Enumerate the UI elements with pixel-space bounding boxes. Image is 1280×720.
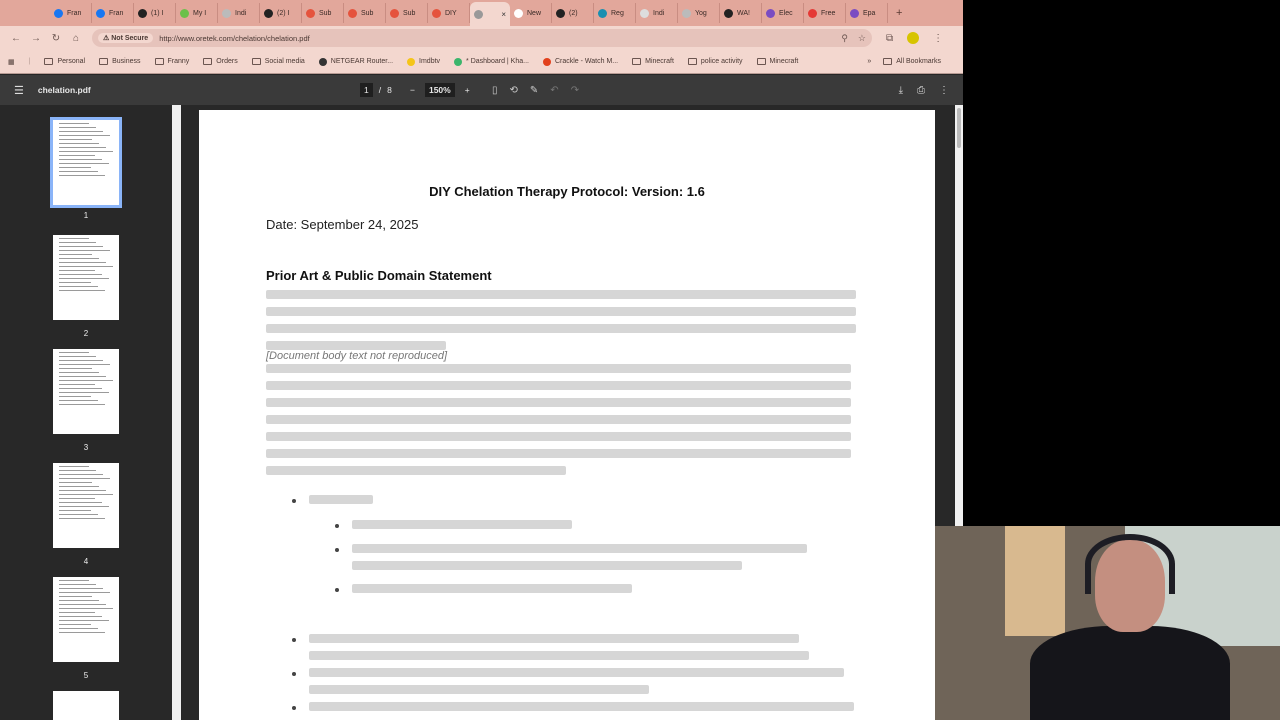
browser-tab[interactable] [50,3,92,23]
thumbnail-line [59,242,96,243]
tab-favicon-icon [138,9,147,18]
thumbnail-line [59,131,103,132]
tab-label: DIY [445,9,457,17]
tab-label: Indi [653,9,665,17]
tab-active[interactable] [470,2,510,26]
thumbnail-line [59,592,110,593]
thumbnail-line [59,396,91,397]
thumbnail-line [59,352,89,353]
browser-tab[interactable] [218,3,260,23]
thumbnail-page-number: 1 [83,211,89,220]
tab-label: My I [193,9,207,17]
browser-tab[interactable] [510,3,552,23]
thumbnail-line [59,360,103,361]
folder-icon [155,58,164,65]
redacted-text-line [309,495,373,504]
thumbnail-line [59,356,96,357]
redacted-text-line [352,520,572,529]
redacted-text-line [266,432,851,441]
tab-favicon-icon [808,9,817,18]
thumbnail-line [59,238,89,239]
thumbnail-line [59,278,109,279]
browser-tab[interactable] [428,3,470,23]
section-heading: Prior Art & Public Domain Statement [266,268,492,283]
browser-tab[interactable] [344,3,386,23]
new-tab-button[interactable]: + [896,7,903,19]
bookmark-item[interactable] [757,58,799,65]
bookmarks-right [867,58,955,65]
site-favicon-icon [319,58,327,66]
bookmark-label: Minecraft [645,58,674,65]
print-icon[interactable]: ⎙ [917,84,925,96]
thumbnail-line [59,392,109,393]
pdf-page [199,110,935,720]
browser-tab[interactable] [720,3,762,23]
zoom-in-button[interactable]: + [464,85,470,95]
address-bar[interactable] [92,29,872,47]
browser-tab[interactable] [92,3,134,23]
bookmark-item[interactable] [688,58,743,65]
thumbnail-line [59,143,99,144]
folder-icon [203,58,212,65]
bookmarks-overflow-button[interactable]: » [867,58,872,65]
tab-strip [0,0,963,26]
redacted-text-line [309,702,854,711]
document-viewport [182,105,954,720]
thumbnail-line [59,400,98,401]
bookmark-item[interactable] [44,58,85,65]
thumbnail-line [59,514,98,515]
browser-tab[interactable] [552,3,594,23]
thumbnail-line [59,584,96,585]
current-page-input[interactable]: 1 [360,83,373,97]
tab-favicon-icon [432,9,441,18]
tab-label: (2) [569,9,578,17]
tab-favicon-icon [640,9,649,18]
list-bullet [292,638,296,642]
thumbnail-line [59,127,96,128]
thumbnail-line [59,632,105,633]
page-thumbnail[interactable] [53,349,119,434]
tab-label: Sub [361,9,374,17]
redo-icon[interactable]: ↷ [570,84,580,96]
thumbnail-line [59,628,98,629]
redacted-text-line [266,449,851,458]
thumbnail-sidebar [0,105,172,720]
thumbnail-line [59,620,109,621]
thumbnail-line [59,376,106,377]
webcam-overlay [935,526,1280,720]
tab-label: WA! [737,9,750,17]
bookmark-label: Minecraft [769,58,799,65]
bookmark-item[interactable] [454,58,529,66]
thumbnail-line [59,502,102,503]
thumbnail-line [59,624,91,625]
site-favicon-icon [543,58,551,66]
thumbnail-line [59,372,99,373]
thumbnail-line [59,510,91,511]
bookmark-divider: | [28,58,31,65]
tab-favicon-icon [556,9,565,18]
bookmark-item[interactable] [252,58,305,65]
thumbnail-line [59,167,91,168]
bookmark-label: NETGEAR Router... [330,58,394,65]
bookmark-item[interactable] [543,58,618,66]
tab-label: Epa [863,9,876,17]
bookmark-label: Business [112,58,141,65]
tab-label: Sub [403,9,416,17]
close-tab-icon[interactable]: × [501,9,506,19]
thumbnail-line [59,175,105,176]
thumbnail-line [59,282,91,283]
rotate-icon[interactable]: ⟲ [509,84,518,96]
thumbnail-line [59,151,113,152]
thumbnail-line [59,486,99,487]
webcam-background-door [1005,526,1065,636]
bookmark-item[interactable] [203,58,237,65]
thumbnail-line [59,163,109,164]
browser-tab[interactable] [846,3,888,23]
list-bullet [292,672,296,676]
thumbnail-line [59,474,103,475]
page-thumbnail[interactable] [53,691,119,720]
bookmark-label: Social media [264,58,305,65]
thumbnail-line [59,274,102,275]
thumbnail-line [59,470,96,471]
thumbnail-line [59,286,98,287]
pdf-filename: chelation.pdf [37,85,91,95]
home-button[interactable]: ⌂ [72,32,80,44]
redacted-text-line [266,341,446,350]
tab-label: New [527,9,542,17]
thumbnail-line [59,254,92,255]
tab-label: Elec [779,9,793,17]
tab-favicon-icon [306,9,315,18]
pdf-toolbar [0,75,963,105]
list-bullet [292,499,296,503]
redacted-text-line [266,466,566,475]
thumbnail-line [59,246,103,247]
list-bullet [335,548,339,552]
forward-button[interactable]: → [31,32,41,44]
thumbnail-line [59,262,106,263]
browser-tab[interactable] [134,3,176,23]
tab-favicon-icon [766,9,775,18]
tab-favicon-icon [96,9,105,18]
bookmark-label: * Dashboard | Kha... [466,58,529,65]
site-favicon-icon [407,58,415,66]
thumbnail-page-number: 4 [83,557,89,566]
pdf-tools [492,85,579,96]
hamburger-menu-icon[interactable]: ☰ [14,84,24,97]
redacted-text-line [309,685,649,694]
undo-icon[interactable]: ↶ [550,84,559,96]
annotate-icon[interactable]: ✎ [529,84,539,96]
browser-tab[interactable] [636,3,678,23]
thumbnail-page-number: 5 [83,671,89,680]
thumbnail-line [59,266,113,267]
tab-favicon-icon [850,9,859,18]
bookmark-item[interactable] [407,58,440,66]
sidebar-scrollbar[interactable] [172,105,181,720]
thumbnail-line [59,490,106,491]
folder-icon [632,58,641,65]
page-thumbnail[interactable] [53,463,119,548]
page-thumbnail[interactable] [53,235,119,320]
bookmark-label: Crackle - Watch M... [554,58,619,65]
thumbnail-line [59,404,105,405]
redacted-text-line [309,634,799,643]
tab-favicon-icon [724,9,733,18]
page-thumbnail[interactable] [50,117,122,208]
redacted-text-line [266,364,851,373]
thumbnail-line [59,250,110,251]
scrollbar-thumb[interactable] [957,108,961,148]
thumbnail-line [59,384,95,385]
document-date: Date: September 24, 2025 [266,217,419,232]
thumbnail-line [59,580,89,581]
star-icon[interactable]: ☆ [857,32,866,43]
thumbnail-line [59,478,110,479]
headphones-icon [1085,534,1175,594]
thumbnail-page-number: 2 [83,329,89,338]
thumbnail-line [59,388,102,389]
thumbnail-line [59,608,113,609]
profile-avatar[interactable] [907,32,919,44]
list-bullet [335,524,339,528]
redacted-text-line [309,668,844,677]
thumbnail-line [59,290,105,291]
thumbnail-line [59,270,95,271]
bookmark-label: police activity [700,58,743,65]
browser-tab[interactable] [260,3,302,23]
redacted-text-line [352,584,632,593]
thumbnail-line [59,600,99,601]
zoom-out-button[interactable]: − [410,85,415,95]
thumbnail-line [59,518,105,519]
redacted-text-line [266,324,856,333]
thumbnail-line [59,171,98,172]
browser-toolbar [0,26,963,50]
tab-favicon-icon [180,9,189,18]
thumbnail-line [59,616,102,617]
url-text[interactable]: http://www.oretek.com/chelation/chelation.pdf [159,33,310,43]
thumbnail-line [59,368,92,369]
redacted-text-line [266,398,851,407]
browser-tab[interactable] [678,3,720,23]
redacted-text-line [352,544,807,553]
list-bullet [335,588,339,592]
thumbnail-line [59,498,95,499]
all-bookmarks-label: All Bookmarks [896,58,941,65]
tab-favicon-icon [598,9,607,18]
tab-label: Fran [67,9,82,17]
redacted-text-line [266,415,851,424]
browser-tab[interactable] [386,3,428,23]
tab-label: Sub [319,9,332,17]
browser-tab[interactable] [302,3,344,23]
document-title: DIY Chelation Therapy Protocol: Version: 1.6 [429,184,705,199]
tab-favicon-icon [264,9,273,18]
back-button[interactable]: ← [11,32,21,44]
folder-icon [252,58,261,65]
redacted-text-line [266,381,851,390]
list-bullet [292,706,296,710]
folder-icon [44,58,53,65]
tab-favicon-icon [348,9,357,18]
folder-icon [883,58,892,65]
redacted-text-line [266,290,856,299]
tab-label: Fran [109,9,124,17]
redacted-text-line [352,561,742,570]
thumbnail-line [59,159,102,160]
extensions-icon[interactable]: ⧉ [886,32,894,44]
page-separator: / [378,85,382,95]
total-pages: 8 [387,85,392,95]
browser-tab[interactable] [176,3,218,23]
thumbnail-line [59,612,95,613]
tab-label: Yog [695,9,707,17]
thumbnail-line [59,506,109,507]
not-secure-badge[interactable]: ⚠ Not Secure [98,33,153,43]
apps-icon[interactable]: ▦ [8,58,15,66]
thumbnail-line [59,380,113,381]
thumbnail-line [59,466,89,467]
thumbnail-line [59,155,95,156]
thumbnail-line [59,364,110,365]
tab-favicon-icon [682,9,691,18]
zoom-controls [410,83,470,97]
kebab-menu-icon[interactable]: ⋮ [933,32,944,44]
page-indicator [360,83,392,97]
thumbnail-line [59,604,106,605]
folder-icon [757,58,766,65]
page-thumbnail[interactable] [53,577,119,662]
tab-favicon-icon [514,9,523,18]
zoom-level-input[interactable]: 150% [425,83,455,97]
download-icon[interactable]: ⤓ [898,84,903,96]
redacted-text-line [309,651,809,660]
bookmark-label: Franny [167,58,190,65]
thumbnail-line [59,596,92,597]
thumbnail-page-number: 3 [83,443,89,452]
body-not-reproduced-notice: [Document body text not reproduced] [266,350,447,362]
tab-label: Reg [611,9,624,17]
tab-favicon-icon [390,9,399,18]
security-label: Not Secure [111,35,149,42]
bookmark-label: Personal [57,58,86,65]
thumbnail-line [59,494,113,495]
bookmark-item[interactable] [319,58,393,66]
tab-favicon-icon [474,10,483,19]
tab-label: (1) I [151,9,164,17]
search-icon[interactable]: ⚲ [841,32,848,43]
bookmark-item[interactable] [99,58,140,65]
bookmark-label: Imdbtv [419,58,441,65]
bookmarks-bar [0,50,963,74]
bookmark-item[interactable] [155,58,190,65]
browser-tab[interactable] [594,3,636,23]
tab-label: Free [821,9,836,17]
reload-button[interactable]: ↻ [51,32,61,44]
bookmark-item[interactable] [632,58,674,65]
tab-label: (2) I [277,9,290,17]
all-bookmarks-button[interactable] [883,58,941,65]
tab-favicon-icon [222,9,231,18]
thumbnail-line [59,147,106,148]
folder-icon [688,58,697,65]
browser-tab[interactable] [762,3,804,23]
webcam-person-body [1030,626,1230,720]
redacted-text-line [266,307,856,316]
folder-icon [99,58,108,65]
browser-tab[interactable] [804,3,846,23]
fit-page-icon[interactable]: ▯ [492,84,498,96]
thumbnail-line [59,482,92,483]
thumbnail-line [59,588,103,589]
thumbnail-line [59,139,92,140]
thumbnail-line [59,135,110,136]
thumbnail-line [59,123,89,124]
tab-label: Indi [235,9,247,17]
thumbnail-line [59,258,99,259]
site-favicon-icon [454,58,462,66]
bookmark-label: Orders [216,58,238,65]
more-options-icon[interactable]: ⋮ [939,84,949,96]
tab-favicon-icon [54,9,63,18]
